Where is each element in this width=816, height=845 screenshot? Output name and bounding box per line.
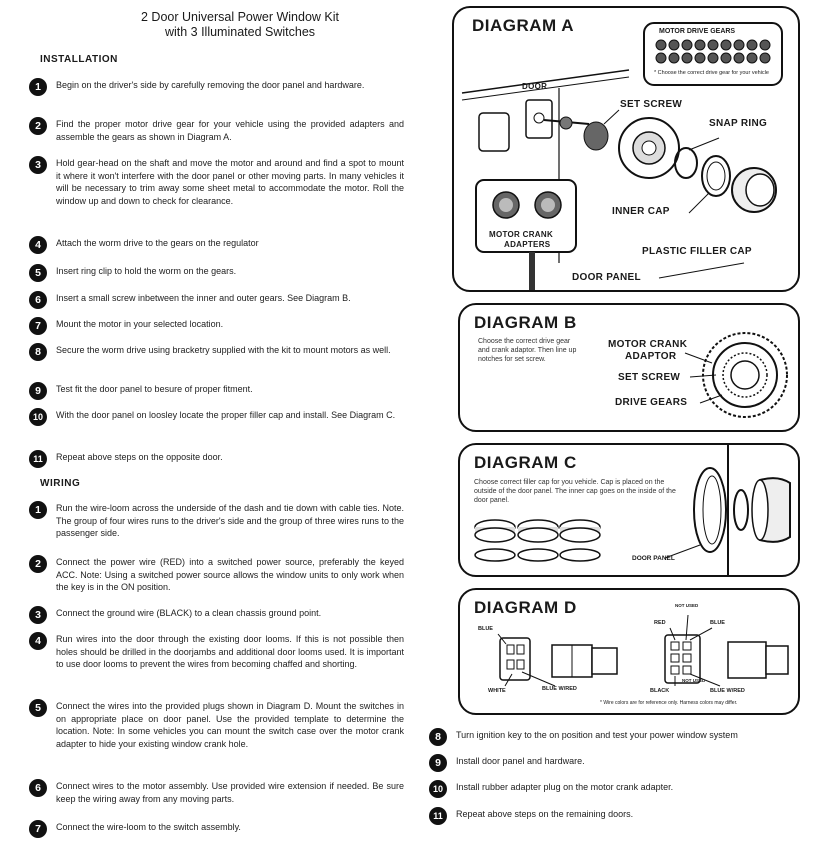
not-used-bottom-label: NOT USED [682, 678, 706, 683]
install-step-2: 2 Find the proper motor drive gear for your vehicle using the provided adapters and assemble the gears as shown in Diagram A. [56, 118, 404, 143]
wiring-step-1: 1 Run the wire-loom across the underside of the dash and tie down with cable ties. Note. The group of four wires runs to the driver's side and the group of three wires runs to the passenger side. [56, 502, 404, 540]
motor-crank-label-b: MOTOR CRANK [608, 339, 688, 350]
wiring-step-3: 3 Connect the ground wire (BLACK) to a clean chassis ground point. [56, 607, 404, 620]
wiring-step-6: 6 Connect wires to the motor assembly. Use provided wire extension if needed. Be sure keep the wiring away from any moving parts. [56, 780, 404, 805]
installation-heading: INSTALLATION [40, 54, 118, 65]
wiring-step-11: 11 Repeat above steps on the remaining doors. [456, 808, 801, 821]
plastic-filler-cap-label: PLASTIC FILLER CAP [642, 246, 752, 257]
install-step-8: 8 Secure the worm drive using bracketry supplied with the kit to mount motors as well. [56, 344, 404, 357]
install-step-5: 5 Insert ring clip to hold the worm on the gears. [56, 265, 404, 278]
diagram-b-title: DIAGRAM B [474, 313, 577, 332]
wiring-step-4: 4 Run wires into the door through the existing door looms. If this is not possible then holes should be drilled in the doorjambs and additional door looms used. It is important to use door looms to prevent the wires from becoming chaffed and shorting. [56, 633, 404, 671]
set-screw-label: SET SCREW [620, 99, 683, 110]
page-title: 2 Door Universal Power Window Kit with 3 Illuminated Switches [141, 10, 339, 39]
diagram-a-title: DIAGRAM A [472, 16, 575, 35]
diagram-c-note: Choose correct filler cap for you vehicle. Cap is placed on the outside of the door panel. The inner cap goes on the inside of the door panel. [474, 479, 676, 504]
adaptor-label-b: ADAPTOR [625, 351, 677, 362]
wiring-step-5: 5 Connect the wires into the provided plugs shown in Diagram D. Mount the switches in on appropriate place on door panel. Use the provided template to determine the location. Note: In some vehicles you can mount the switch case over the motor crank adapter to hide your existing window crank hole. [56, 700, 404, 750]
install-step-6: 6 Insert a small screw inbetween the inner and outer gears. See Diagram B. [56, 292, 404, 305]
wiring-heading: WIRING [40, 478, 81, 489]
wiring-step-7: 7 Connect the wire-loom to the switch assembly. [56, 821, 404, 834]
wiring-step-2: 2 Connect the power wire (RED) into a switched power source, preferably the keyed ACC. Note: Using a switched power source allows the window units to only work when the key is in the ON position. [56, 556, 404, 594]
diagram-c-panel [458, 443, 800, 577]
adapters-label: ADAPTERS [504, 240, 551, 249]
red-label: RED [654, 620, 666, 626]
not-used-top-label: NOT USED [675, 603, 699, 608]
door-panel-label: DOOR PANEL [572, 272, 641, 283]
wiring-step-8: 8 Turn ignition key to the on position and test your power window system [456, 729, 801, 742]
blue-w-red-label-2: BLUE W/RED [710, 688, 745, 694]
diagram-d-panel [458, 588, 800, 715]
door-label: DOOR [522, 82, 548, 91]
install-step-3: 3 Hold gear-head on the shaft and move the motor and around and find a spot to mount it where it won't interfere with the door panel or other moving parts. In many vehicles it will be necessary to trim away some sheet metal to accommodate the motor. Roll the window up and down to check for clearance. [56, 157, 404, 207]
snap-ring-label: SNAP RING [709, 118, 768, 129]
install-step-4: 4 Attach the worm drive to the gears on the regulator [56, 237, 404, 250]
blue-label: BLUE [478, 626, 493, 632]
diagram-d-footnote: * Wire colors are for reference only. Harness colors may differ. [600, 700, 738, 706]
drive-gears-label-b: DRIVE GEARS [615, 397, 688, 408]
install-step-11: 11 Repeat above steps on the opposite door. [56, 451, 404, 464]
diagram-d-title: DIAGRAM D [474, 598, 577, 617]
blue-label-2: BLUE [710, 620, 725, 626]
diagram-b-note: Choose the correct drive gear and crank adaptor. Then line up notches for set screw. [478, 338, 577, 363]
white-label: WHITE [488, 688, 506, 694]
gears-note: * Choose the correct drive gear for your vehicle [654, 70, 769, 76]
wiring-step-10: 10 Install rubber adapter plug on the motor crank adapter. [456, 781, 801, 794]
motor-drive-gears-label: MOTOR DRIVE GEARS [659, 28, 736, 35]
black-label: BLACK [650, 688, 670, 694]
wiring-step-9: 9 Install door panel and hardware. [456, 755, 801, 768]
door-panel-label-c: DOOR PANEL [632, 555, 675, 562]
install-step-1: 1 Begin on the driver's side by carefully removing the door panel and hardware. [56, 79, 404, 92]
motor-crank-label: MOTOR CRANK [489, 230, 554, 239]
diagram-b-panel [458, 303, 800, 432]
install-step-9: 9 Test fit the door panel to besure of proper fitment. [56, 383, 404, 396]
inner-cap-label: INNER CAP [612, 206, 670, 217]
diagram-c-title: DIAGRAM C [474, 453, 577, 472]
install-step-7: 7 Mount the motor in your selected location. [56, 318, 404, 331]
blue-w-red-label: BLUE W/RED [542, 686, 577, 692]
set-screw-label-b: SET SCREW [618, 372, 681, 383]
diagram-a-panel [452, 6, 800, 292]
install-step-10: 10 With the door panel on loosley locate the proper filler cap and install. See Diagram C. [56, 409, 404, 422]
